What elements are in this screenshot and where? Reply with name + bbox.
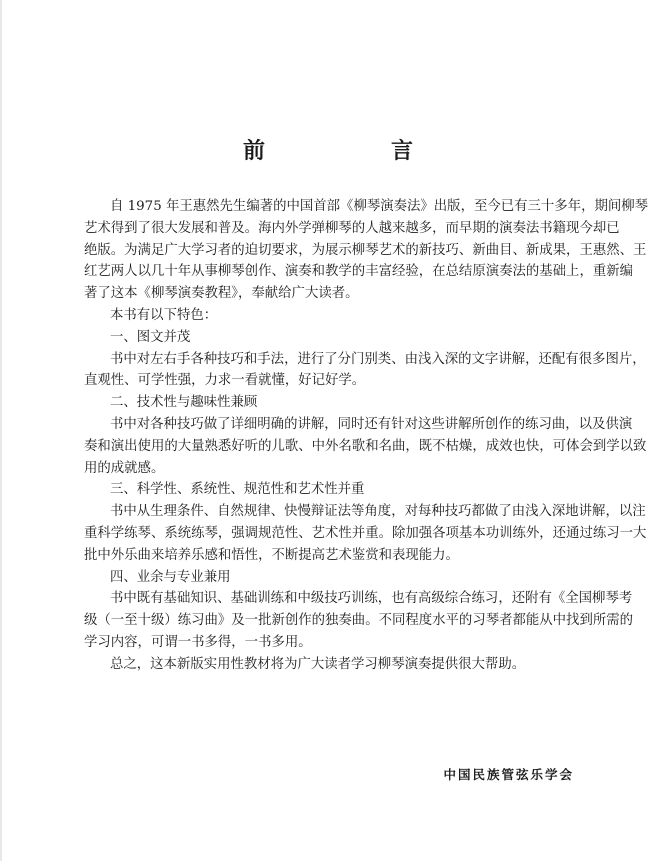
page-title: 前 言 <box>242 138 465 164</box>
text-line: 著了这本《柳琴演奏教程》，奉献给广大读者。 <box>84 286 359 302</box>
text-line: 绝版。为满足广大学习者的迫切要求，为展示柳琴艺术的新技巧、新曲目、新成果，王惠然、王 <box>84 242 647 258</box>
text-line: 学习内容，可谓一书多得，一书多用。 <box>84 634 312 650</box>
page-edge-shadow <box>0 0 2 861</box>
text-line: 书中对各种技巧做了详细明确的讲解，同时还有针对这些讲解所创作的练习曲，以及供演 <box>110 416 633 432</box>
text-line: 书中对左右手各种技巧和手法，进行了分门别类、由浅入深的文字讲解，还配有很多图片， <box>110 351 646 367</box>
text-line: 重科学练琴、系统练琴，强调规范性、艺术性并重。除加强各项基本功训练外，还通过练习一大 <box>84 525 647 541</box>
section-heading: 四、业余与专业兼用 <box>110 569 231 585</box>
section-heading: 一、图文并茂 <box>110 329 191 345</box>
text-line: 用的成就感。 <box>84 460 165 476</box>
text-line: 本书有以下特色： <box>110 307 218 323</box>
text-line: 级（一至十级）练习曲》及一批新创作的独奏曲。不同程度水平的习琴者都能从中找到所需的 <box>84 613 634 629</box>
text-line: 自 1975 年王惠然先生编著的中国首部《柳琴演奏法》出版，至今已有三十多年，期间柳琴 <box>110 199 649 214</box>
section-heading: 三、科学性、系统性、规范性和艺术性并重 <box>110 482 365 498</box>
section-heading: 二、技术性与趣味性兼顾 <box>110 395 258 411</box>
text-line: 奏和演出使用的大量熟悉好听的儿歌、中外名歌和名曲，既不枯燥，成效也快，可体会到学以致 <box>84 438 647 454</box>
text-line: 批中外乐曲来培养乐感和悟性，不断提高艺术鉴赏和表现能力。 <box>84 547 459 563</box>
preface-body <box>84 196 649 676</box>
text-line: 书中从生理条件、自然规律、快慢辩证法等角度，对每种技巧都做了由浅入深地讲解，以注 <box>110 504 646 520</box>
text-line: 艺术得到了很大发展和普及。海内外学弹柳琴的人越来越多，而早期的演奏法书籍现今却已 <box>84 220 620 236</box>
text-line: 总之，这本新版实用性教材将为广大读者学习柳琴演奏提供很大帮助。 <box>110 656 526 672</box>
text-line: 书中既有基础知识、基础训练和中级技巧训练，也有高级综合练习，还附有《全国柳琴考 <box>110 591 633 607</box>
text-line: 直观性、可学性强，力求一看就懂，好记好学。 <box>84 373 366 389</box>
text-line: 红艺两人以几十年从事柳琴创作、演奏和教学的丰富经验，在总结原演奏法的基础上，重新编 <box>84 264 634 280</box>
signature-organization: 中国民族管弦乐学会 <box>443 767 574 782</box>
